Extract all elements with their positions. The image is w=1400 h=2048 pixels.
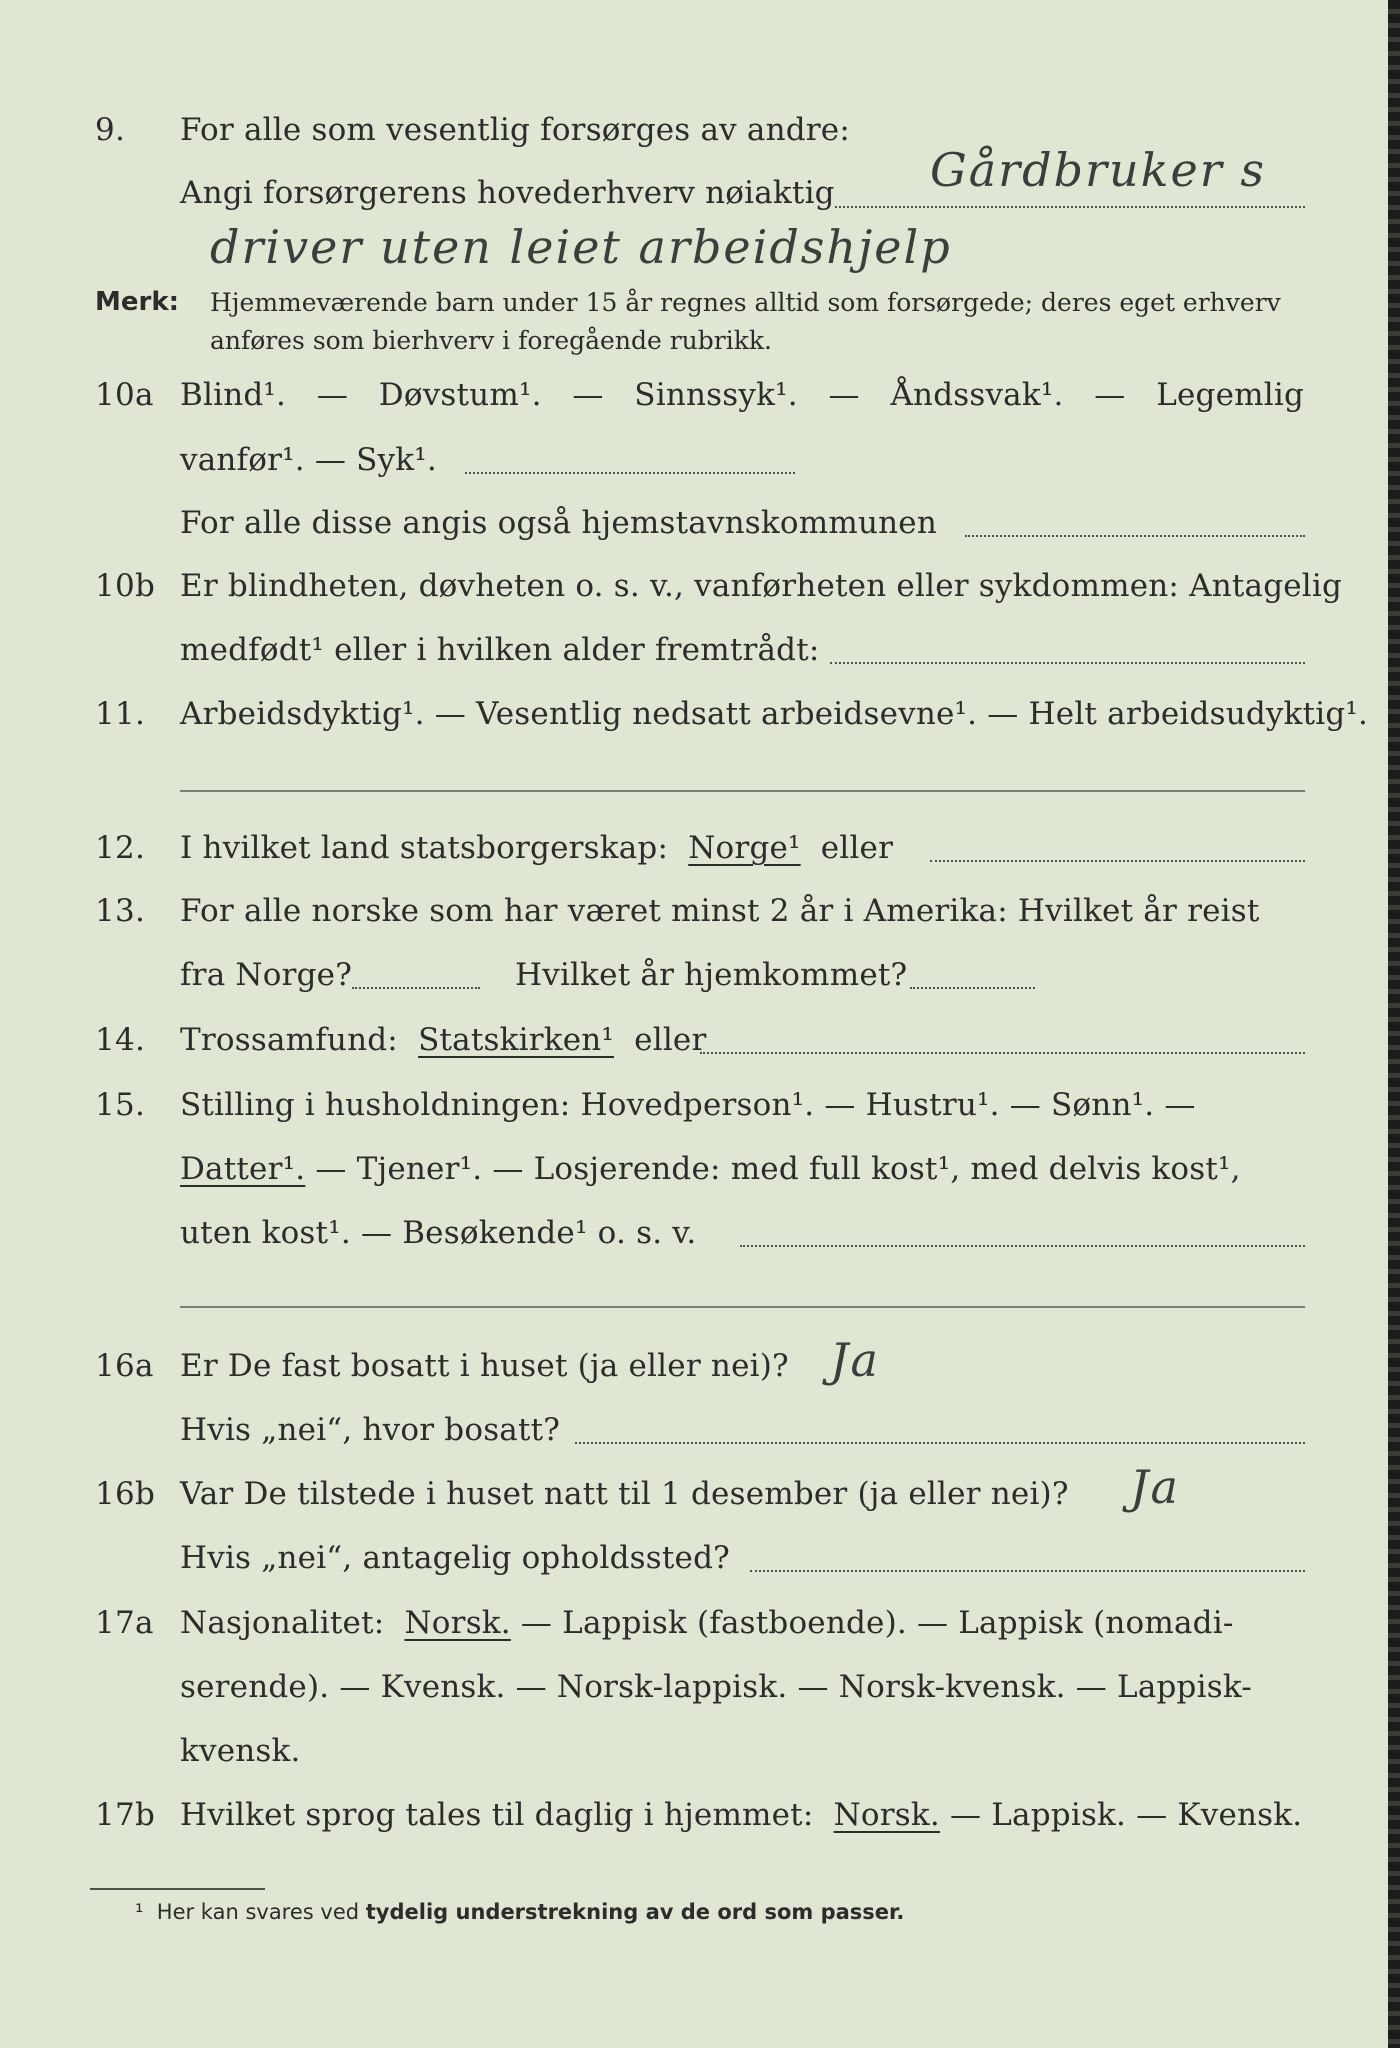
option-legemlig: Legemlig bbox=[1156, 377, 1304, 413]
question-text: vanfør¹. — Syk¹. bbox=[180, 442, 437, 478]
option-sinnssyk: Sinnssyk¹. bbox=[634, 377, 798, 413]
question-text: For alle norske som har været minst 2 år i Amerika: Hvilket år reist bbox=[180, 893, 1260, 929]
dash: — bbox=[1094, 377, 1126, 413]
question-text: Nasjonalitet: Norsk. — Lappisk (fastboende). — Lappisk (nomadi- bbox=[180, 1605, 1234, 1641]
question-number: 16b bbox=[95, 1476, 156, 1512]
question-text: Trossamfund: Statskirken¹ eller bbox=[180, 1022, 707, 1058]
selected-option: Norsk. bbox=[833, 1797, 940, 1833]
question-number: 16a bbox=[95, 1348, 154, 1384]
question-text: kvensk. bbox=[180, 1733, 301, 1769]
answer-line bbox=[835, 206, 1305, 208]
question-text: Datter¹. — Tjener¹. — Losjerende: med full kost¹, med delvis kost¹, bbox=[180, 1151, 1241, 1187]
question-number: 11. bbox=[95, 696, 146, 732]
footnote: ¹ Her kan svares ved tydelig understrekning av de ord som passer. bbox=[135, 1900, 905, 1924]
handwritten-answer: Ja bbox=[830, 1333, 880, 1387]
dash: — bbox=[828, 377, 860, 413]
question-number: 12. bbox=[95, 830, 146, 866]
answer-line bbox=[180, 790, 1305, 792]
selected-option: Norsk. bbox=[404, 1605, 511, 1641]
question-number: 10b bbox=[95, 568, 156, 604]
answer-line bbox=[575, 1442, 1305, 1444]
selected-option: Statskirken¹ bbox=[418, 1022, 615, 1058]
merk-text: Hjemmeværende barn under 15 år regnes alltid som forsørgede; deres eget erhverv anføres som bierhverv i foregående rubrikk. bbox=[210, 288, 1281, 355]
question-text: Hvis „nei“, hvor bosatt? bbox=[180, 1412, 561, 1448]
question-text: Er blindheten, døvheten o. s. v., vanførheten eller sykdommen: Antagelig bbox=[180, 568, 1343, 604]
answer-line bbox=[740, 1245, 1305, 1247]
question-text: Angi forsørgerens hovederhverv nøiaktig bbox=[180, 175, 835, 211]
selected-option: Datter¹. bbox=[180, 1151, 306, 1187]
question-text: Var De tilstede i huset natt til 1 desember (ja eller nei)? bbox=[180, 1476, 1069, 1512]
answer-line bbox=[830, 662, 1305, 664]
question-number: 17a bbox=[95, 1605, 154, 1641]
answer-line bbox=[930, 860, 1305, 862]
handwritten-answer: Ja bbox=[1130, 1460, 1180, 1514]
question-text: serende). — Kvensk. — Norsk-lappisk. — Norsk-kvensk. — Lappisk- bbox=[180, 1669, 1252, 1705]
option-blind: Blind¹. bbox=[180, 377, 287, 413]
question-text: fra Norge? bbox=[180, 957, 353, 993]
answer-line bbox=[465, 472, 795, 474]
question-text: Hvilket sprog tales til daglig i hjemmet: Norsk. — Lappisk. — Kvensk. bbox=[180, 1797, 1303, 1833]
question-text: For alle disse angis også hjemstavnskommunen bbox=[180, 505, 937, 541]
question-text: I hvilket land statsborgerskap: Norge¹ eller bbox=[180, 830, 894, 866]
answer-line bbox=[180, 1306, 1305, 1308]
question-text: Arbeidsdyktig¹. — Vesentlig nedsatt arbeidsevne¹. — Helt arbeidsudyktig¹. bbox=[180, 696, 1369, 732]
question-number: 13. bbox=[95, 893, 146, 929]
question-number: 9. bbox=[95, 112, 126, 148]
question-text: medfødt¹ eller i hvilken alder fremtrådt: bbox=[180, 632, 820, 668]
question-text: Hvilket år hjemkommet? bbox=[515, 957, 908, 993]
option-dovstum: Døvstum¹. bbox=[378, 377, 542, 413]
question-number: 17b bbox=[95, 1797, 156, 1833]
question-text: For alle som vesentlig forsørges av andre: bbox=[180, 112, 850, 148]
question-number: 14. bbox=[95, 1022, 146, 1058]
merk-label: Merk: bbox=[95, 287, 180, 317]
answer-line bbox=[352, 987, 480, 989]
option-andssvak: Åndssvak¹. bbox=[890, 377, 1064, 413]
question-text: Er De fast bosatt i huset (ja eller nei)? bbox=[180, 1348, 789, 1384]
handwritten-answer: Gårdbruker s bbox=[930, 143, 1266, 197]
handwritten-answer: driver uten leiet arbeidshjelp bbox=[210, 220, 952, 274]
question-number: 10a bbox=[95, 377, 154, 413]
question-text: Stilling i husholdningen: Hovedperson¹. — Hustru¹. — Sønn¹. — bbox=[180, 1087, 1196, 1123]
dash: — bbox=[316, 377, 349, 413]
question-text bbox=[180, 377, 1304, 413]
dash: — bbox=[572, 377, 604, 413]
footnote-rule bbox=[90, 1888, 265, 1890]
answer-line bbox=[910, 987, 1035, 989]
question-text: Hvis „nei“, antagelig opholdssted? bbox=[180, 1540, 730, 1576]
answer-line bbox=[700, 1052, 1305, 1054]
answer-line bbox=[965, 535, 1305, 537]
scan-edge bbox=[1388, 0, 1400, 2048]
answer-line bbox=[750, 1570, 1305, 1572]
question-number: 15. bbox=[95, 1087, 146, 1123]
question-text: uten kost¹. — Besøkende¹ o. s. v. bbox=[180, 1215, 697, 1251]
selected-option: Norge¹ bbox=[688, 830, 801, 866]
